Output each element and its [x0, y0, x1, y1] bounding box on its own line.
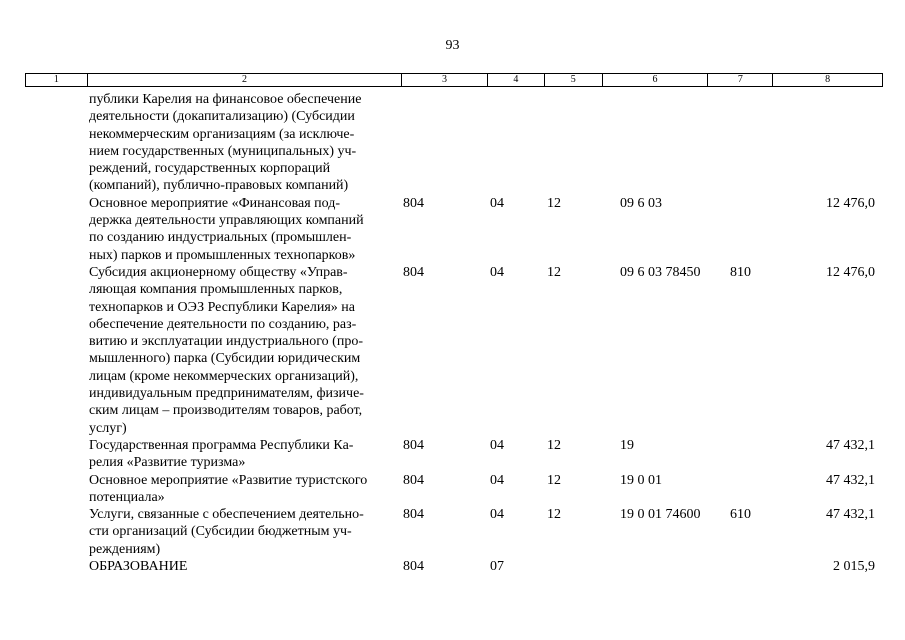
row-sum: 47 432,1 [826, 472, 875, 488]
row-sum: 12 476,0 [826, 264, 875, 280]
row-pr: 12 [547, 264, 561, 280]
row-ved: 804 [403, 264, 424, 280]
table-row [0, 195, 905, 264]
row-sum: 47 432,1 [826, 507, 875, 523]
row-name: ОБРАЗОВАНИЕ [89, 559, 188, 575]
row-name: публики Карелия на финансовое обеспечение деятельности (докапитализацию) (Субсидии некоммерческим организациям (за исключе- нием государственных (муниципальных) уч- реждений, государственных корпораций (компаний), публично-правовых компаний) [89, 92, 362, 194]
row-pr: 12 [547, 437, 561, 453]
row-pr: 12 [547, 195, 561, 211]
row-ved: 804 [403, 507, 424, 523]
table-row [0, 437, 905, 472]
row-vr: 610 [730, 507, 751, 523]
header-col-7: 7 [707, 74, 772, 86]
row-ved: 804 [403, 437, 424, 453]
row-rz: 04 [490, 472, 504, 488]
row-name: Основное мероприятие «Финансовая под- держка деятельности управляющих компаний по созданию индустриальных (промышлен- ных) парков и промышленных технопарков» [89, 195, 364, 263]
header-col-3: 3 [401, 74, 487, 86]
table-row [0, 91, 905, 195]
row-rz: 04 [490, 437, 504, 453]
row-name: Субсидия акционерному обществу «Управ- ляющая компания промышленных парков, технопарков и ОЭЗ Республики Карелия» на обеспечение деятельности по созданию, раз- витию и эксплуатации индустриального (про- мышленного) парка (Субсидии юридическим лицам (кроме некоммерческих организаций), индивидуальным предпринимателям, физиче- ским лицам – производителям товаров, работ, услуг) [89, 264, 364, 436]
header-col-4: 4 [487, 74, 544, 86]
row-rz: 04 [490, 195, 504, 211]
row-csr: 09 6 03 [620, 195, 662, 211]
row-ved: 804 [403, 195, 424, 211]
row-sum: 12 476,0 [826, 195, 875, 211]
table-row [0, 558, 905, 575]
table-row [0, 506, 905, 558]
table-row [0, 264, 905, 437]
row-vr: 810 [730, 264, 751, 280]
row-csr: 09 6 03 78450 [620, 264, 701, 280]
header-col-8: 8 [772, 74, 882, 86]
page-number: 93 [445, 38, 460, 53]
row-sum: 2 015,9 [833, 559, 875, 575]
header-col-1: 1 [53, 74, 59, 85]
row-csr: 19 0 01 74600 [620, 507, 701, 523]
row-csr: 19 [620, 437, 634, 453]
header-col-6: 6 [602, 74, 708, 86]
header-col-5: 5 [544, 74, 602, 86]
row-name: Основное мероприятие «Развитие туристского потенциала» [89, 472, 368, 505]
row-csr: 19 0 01 [620, 472, 662, 488]
row-pr: 12 [547, 507, 561, 523]
row-name: Услуги, связанные с обеспечением деятельно- сти организаций (Субсидии бюджетным уч- реждениям) [89, 507, 364, 557]
header-col-2: 2 [87, 74, 401, 86]
row-ved: 804 [403, 472, 424, 488]
row-ved: 804 [403, 559, 424, 575]
table-body [0, 91, 905, 575]
row-name: Государственная программа Республики Ка- релия «Развитие туризма» [89, 437, 354, 471]
row-sum: 47 432,1 [826, 437, 875, 453]
row-pr: 12 [547, 472, 561, 488]
table-row [0, 472, 905, 507]
row-rz: 04 [490, 264, 504, 280]
row-rz: 07 [490, 559, 504, 575]
row-rz: 04 [490, 507, 504, 523]
table-header-row [25, 73, 883, 87]
